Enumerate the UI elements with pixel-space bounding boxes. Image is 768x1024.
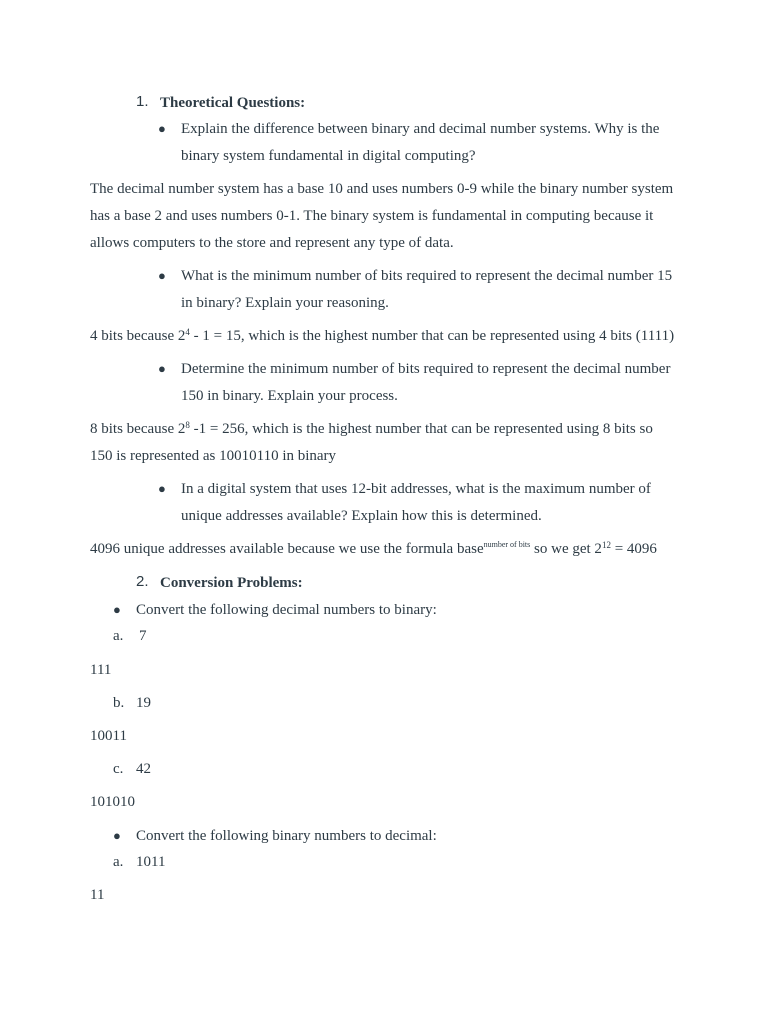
section-2-number: 2. — [136, 573, 149, 590]
q4-answer-superscript: number of bits — [483, 540, 531, 549]
conv1-item-a-letter: a. — [113, 628, 124, 644]
q2-answer — [90, 326, 674, 346]
conv2-bullet: ● — [113, 828, 121, 843]
q2-text-line2: in binary? Explain your reasoning. — [181, 295, 389, 311]
q4-answer-mid: so we get 2 — [530, 541, 602, 557]
q3-answer-exponent: 8 — [185, 420, 190, 430]
conv1-prompt: Convert the following decimal numbers to binary: — [136, 602, 437, 618]
q3-text-line2: 150 in binary. Explain your process. — [181, 388, 398, 404]
conv1-item-c-value: 42 — [136, 761, 151, 777]
q3-answer-line2: 150 is represented as 10010110 in binary — [90, 448, 337, 464]
q4-answer-post: = 4096 — [610, 541, 657, 557]
q2-bullet: ● — [158, 268, 166, 283]
q1-text-line1: Explain the difference between binary and decimal number systems. Why is the — [181, 121, 660, 137]
conv2-item-a-value: 1011 — [136, 854, 166, 870]
q3-answer-line1 — [90, 419, 653, 439]
section-2-title: Conversion Problems: — [160, 575, 303, 591]
conv1-item-c-letter: c. — [113, 761, 124, 777]
q4-text-line2: unique addresses available? Explain how this is determined. — [181, 508, 542, 524]
q1-answer-line2: has a base 2 and uses numbers 0-1. The binary system is fundamental in computing because it — [90, 208, 654, 224]
conv1-item-b-value: 19 — [136, 695, 151, 711]
conv2-prompt: Convert the following binary numbers to decimal: — [136, 828, 437, 844]
section-1-title: Theoretical Questions: — [160, 95, 306, 111]
q3-bullet: ● — [158, 361, 166, 376]
conv1-bullet: ● — [113, 602, 121, 617]
q4-bullet: ● — [158, 481, 166, 496]
q2-text-line1: What is the minimum number of bits required to represent the decimal number 15 — [181, 268, 673, 284]
section-1-number: 1. — [136, 93, 149, 110]
conv1-item-a-value: 7 — [139, 628, 147, 644]
q3-answer-pre: 8 bits because 2 — [90, 421, 186, 437]
conv1-item-b-answer: 10011 — [90, 728, 127, 744]
q4-text-line1: In a digital system that uses 12-bit addresses, what is the maximum number of — [181, 481, 651, 497]
q4-answer — [90, 539, 657, 559]
q3-answer-post: -1 = 256, which is the highest number that can be represented using 8 bits so — [189, 421, 653, 437]
q2-answer-post: - 1 = 15, which is the highest number that can be represented using 4 bits (1111) — [189, 328, 675, 344]
q1-answer-line3: allows computers to the store and represent any type of data. — [90, 235, 454, 251]
q1-text-line2: binary system fundamental in digital computing? — [181, 148, 476, 164]
q4-answer-pre: 4096 unique addresses available because we use the formula base — [90, 541, 484, 557]
q3-text-line1: Determine the minimum number of bits required to represent the decimal number — [181, 361, 671, 377]
conv1-item-a-answer: 111 — [90, 662, 112, 678]
conv1-item-b-letter: b. — [113, 695, 125, 711]
conv2-item-a-letter: a. — [113, 854, 124, 870]
q4-answer-exponent: 12 — [601, 540, 611, 550]
conv1-item-c-answer: 101010 — [90, 794, 135, 810]
q1-answer-line1: The decimal number system has a base 10 and uses numbers 0-9 while the binary number system — [90, 181, 674, 197]
conv2-item-a-answer: 11 — [90, 887, 105, 903]
q2-answer-exponent: 4 — [185, 327, 190, 337]
q1-bullet: ● — [158, 121, 166, 136]
q2-answer-pre: 4 bits because 2 — [90, 328, 186, 344]
